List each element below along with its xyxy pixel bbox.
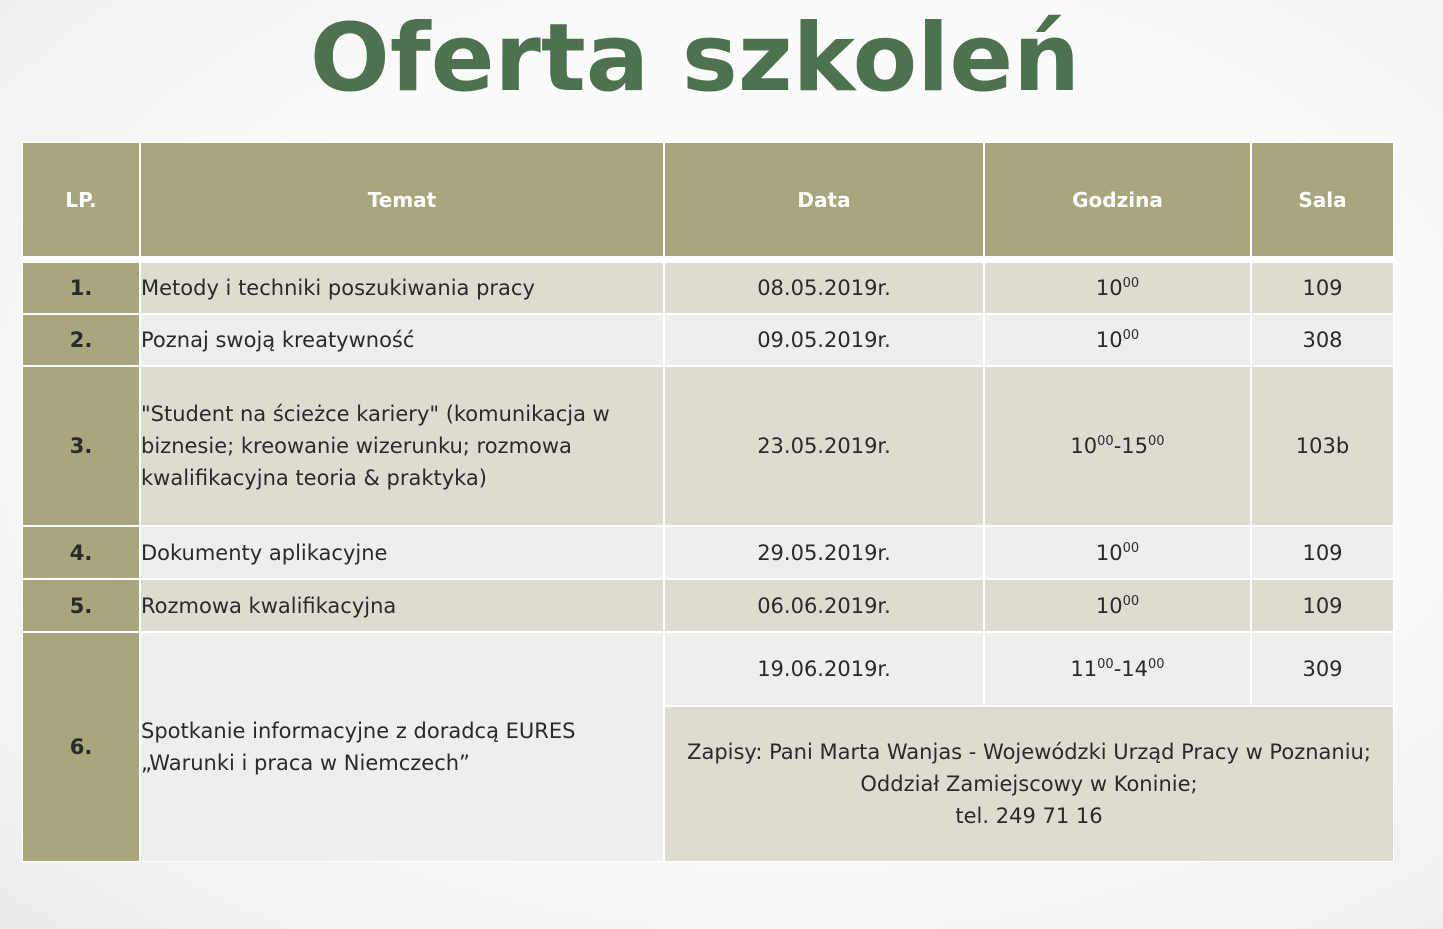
note-line: Oddział Zamiejscowy w Koninie; bbox=[860, 772, 1198, 796]
note-line: tel. 249 71 16 bbox=[955, 804, 1103, 828]
training-table bbox=[22, 142, 1394, 862]
row-time: $10^{00}$ bbox=[984, 526, 1251, 579]
row-time: $11^{00}-14^{00}$ bbox=[984, 632, 1251, 706]
topic-line: „Warunki i praca w Niemczech” bbox=[141, 751, 470, 775]
topic-line: Spotkanie informacyjne z doradcą EURES bbox=[141, 719, 576, 743]
topic-line: "Student na ścieżce kariery" (komunikacja w bbox=[141, 402, 610, 426]
table-row bbox=[22, 526, 1394, 579]
topic-line: biznesie; kreowanie wizerunku; rozmowa bbox=[141, 434, 572, 458]
row-time: $10^{00}$ bbox=[984, 579, 1251, 632]
row-room: 308 bbox=[1251, 314, 1394, 366]
row-date: 19.06.2019r. bbox=[664, 632, 984, 706]
row-date: 09.05.2019r. bbox=[664, 314, 984, 366]
row-topic: Poznaj swoją kreatywność bbox=[140, 314, 664, 366]
row-room: 103b bbox=[1251, 366, 1394, 526]
header-time: Godzina bbox=[984, 142, 1251, 257]
header-date: Data bbox=[664, 142, 984, 257]
row-date: 08.05.2019r. bbox=[664, 262, 984, 314]
row-time: $10^{00}-15^{00}$ bbox=[984, 366, 1251, 526]
row-topic: Dokumenty aplikacyjne bbox=[140, 526, 664, 579]
row-number: 5. bbox=[22, 579, 140, 632]
header-row bbox=[22, 142, 1394, 257]
row-topic bbox=[140, 366, 664, 526]
row-room: 109 bbox=[1251, 526, 1394, 579]
table-row bbox=[22, 366, 1394, 526]
note-line: Zapisy: Pani Marta Wanjas - Wojewódzki Urząd Pracy w Poznaniu; bbox=[687, 740, 1371, 764]
table-row bbox=[22, 262, 1394, 314]
row-date: 06.06.2019r. bbox=[664, 579, 984, 632]
registration-note bbox=[664, 706, 1394, 862]
topic-line: kwalifikacyjna teoria & praktyka) bbox=[141, 466, 487, 490]
row-date: 29.05.2019r. bbox=[664, 526, 984, 579]
row-room: 109 bbox=[1251, 579, 1394, 632]
row-room: 309 bbox=[1251, 632, 1394, 706]
row-number: 4. bbox=[22, 526, 140, 579]
row-topic: Metody i techniki poszukiwania pracy bbox=[140, 262, 664, 314]
row-number: 6. bbox=[22, 632, 140, 862]
row-number: 3. bbox=[22, 366, 140, 526]
row-date: 23.05.2019r. bbox=[664, 366, 984, 526]
table-row bbox=[22, 632, 1394, 706]
table-row bbox=[22, 579, 1394, 632]
row-time: $10^{00}$ bbox=[984, 262, 1251, 314]
page-title: Oferta szkoleń bbox=[309, 4, 1081, 113]
row-number: 1. bbox=[22, 262, 140, 314]
header-lp: LP. bbox=[22, 142, 140, 257]
table-row bbox=[22, 314, 1394, 366]
row-time: $10^{00}$ bbox=[984, 314, 1251, 366]
header-room: Sala bbox=[1251, 142, 1394, 257]
row-number: 2. bbox=[22, 314, 140, 366]
header-topic: Temat bbox=[140, 142, 664, 257]
row-topic: Rozmowa kwalifikacyjna bbox=[140, 579, 664, 632]
row-topic bbox=[140, 632, 664, 862]
row-room: 109 bbox=[1251, 262, 1394, 314]
